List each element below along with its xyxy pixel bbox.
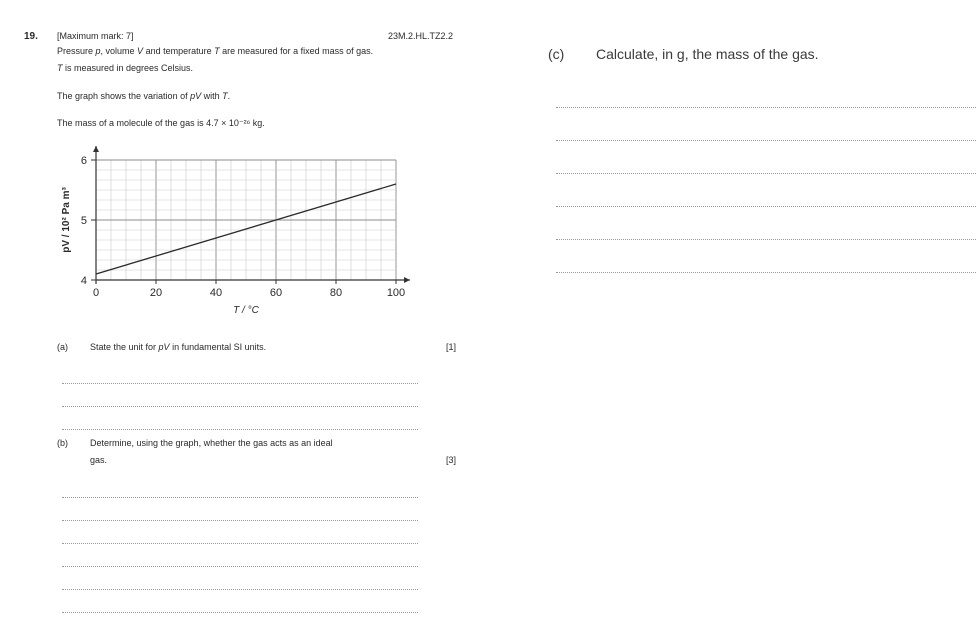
answer-line[interactable] xyxy=(62,406,418,407)
intro-line-1: Pressure p, volume V and temperature T are measured for a fixed mass of gas. xyxy=(57,46,374,56)
answer-line[interactable] xyxy=(62,566,418,567)
y-tick-label: 4 xyxy=(80,275,87,287)
intro-line-2: T is measured in degrees Celsius. xyxy=(57,63,194,73)
part-b-label: (b) xyxy=(57,438,68,448)
graph-intro: The graph shows the variation of pV with T. xyxy=(57,91,231,101)
answer-line[interactable] xyxy=(62,429,418,430)
x-axis-arrow xyxy=(404,277,410,283)
answer-line[interactable] xyxy=(556,239,976,240)
part-c-label: (c) xyxy=(548,46,565,62)
part-b-text-1: Determine, using the graph, whether the gas acts as an ideal xyxy=(90,438,333,448)
answer-line[interactable] xyxy=(62,543,418,544)
y-tick-label: 6 xyxy=(80,155,87,167)
answer-line[interactable] xyxy=(556,140,976,141)
answer-line[interactable] xyxy=(62,589,418,590)
x-tick-label: 20 xyxy=(149,287,163,299)
y-axis-label: pV / 10² Pa m³ xyxy=(61,187,72,253)
x-tick-label: 0 xyxy=(92,287,100,299)
answer-line[interactable] xyxy=(62,497,418,498)
x-tick-label: 40 xyxy=(209,287,223,299)
x-tick-label: 100 xyxy=(386,287,406,299)
ticks xyxy=(81,155,405,299)
x-tick-label: 80 xyxy=(329,287,343,299)
part-c-text: Calculate, in g, the mass of the gas. xyxy=(596,46,819,62)
pv-vs-t-graph xyxy=(55,140,415,318)
answer-line[interactable] xyxy=(556,173,976,174)
y-axis-arrow xyxy=(93,146,99,152)
axes xyxy=(93,146,410,284)
part-a-marks: [1] xyxy=(446,342,457,352)
part-b-text-2: gas. xyxy=(90,455,108,465)
x-tick-label: 60 xyxy=(269,287,283,299)
x-axis-label: T / °C xyxy=(233,305,259,316)
part-b-marks: [3] xyxy=(446,455,457,465)
answer-line[interactable] xyxy=(62,612,418,613)
answer-line[interactable] xyxy=(556,206,976,207)
question-number: 19. xyxy=(24,31,38,42)
part-a-text: State the unit for pV in fundamental SI units. xyxy=(90,342,267,352)
answer-line[interactable] xyxy=(62,520,418,521)
answer-line[interactable] xyxy=(556,272,976,273)
max-mark: [Maximum mark: 7] xyxy=(57,31,134,41)
y-tick-label: 5 xyxy=(80,215,87,227)
part-a-label: (a) xyxy=(57,342,68,352)
answer-line[interactable] xyxy=(556,107,976,108)
answer-line[interactable] xyxy=(62,383,418,384)
question-ref: 23M.2.HL.TZ2.2 xyxy=(388,31,454,41)
mass-intro: The mass of a molecule of the gas is 4.7 × 10⁻²⁶ kg. xyxy=(57,118,265,128)
grid xyxy=(96,160,396,280)
